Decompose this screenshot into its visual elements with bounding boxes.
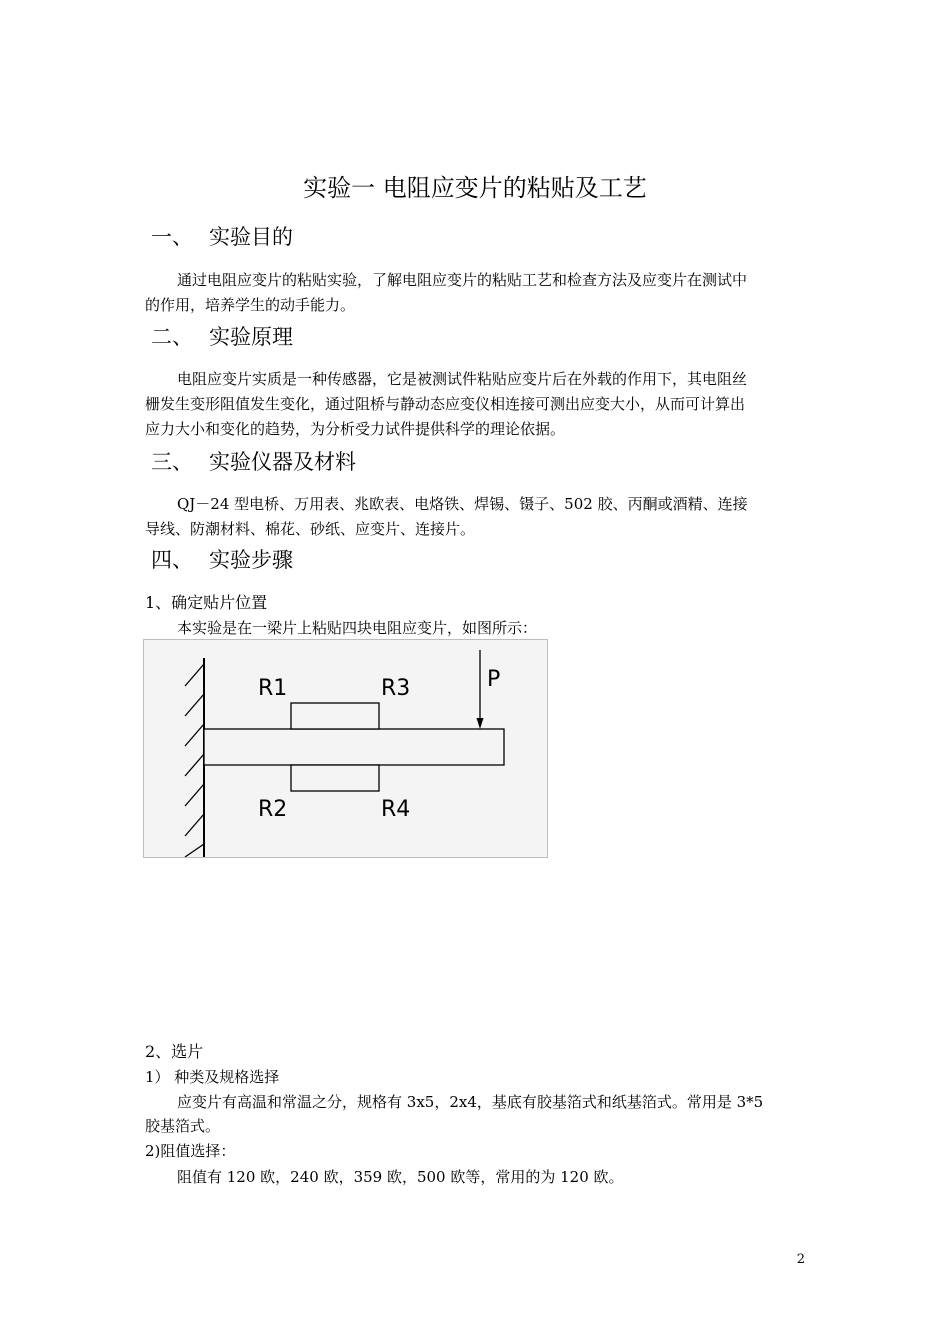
step2-heading: 2、选片 (145, 1042, 204, 1061)
label-r3: R3 (381, 676, 411, 701)
purpose-line-1: 通过电阻应变片的粘贴实验，了解电阻应变片的粘贴工艺和检查方法及应变片在测试中 (177, 271, 748, 289)
beam (204, 729, 504, 765)
page-number: 2 (796, 1252, 805, 1267)
label-r1: R1 (258, 676, 288, 701)
load-arrow-head (477, 718, 484, 729)
section-title: 实验仪器及材料 (209, 450, 356, 474)
wall-hatch (185, 664, 204, 857)
page-title: 实验一 电阻应变片的粘贴及工艺 (303, 174, 647, 202)
step2-sub2-text: 阻值有 120 欧，240 欧，359 欧，500 欧等，常用的为 120 欧。 (177, 1168, 624, 1186)
step1-text: 本实验是在一梁片上粘贴四块电阻应变片，如图所示： (177, 619, 538, 637)
step2-sub1: 1） 种类及规格选择 (145, 1068, 280, 1086)
section-title: 实验目的 (209, 225, 293, 249)
gauge-bottom (291, 765, 379, 791)
step2-sub1-line-2: 胶基箔式。 (145, 1117, 221, 1135)
section-heading-materials (151, 446, 356, 476)
label-r4: R4 (381, 797, 411, 822)
step2-sub2: 2)阻值选择： (145, 1142, 236, 1160)
materials-line-2: 导线、防潮材料、棉花、砂纸、应变片、连接片。 (145, 520, 476, 538)
section-heading-principle (151, 321, 293, 351)
section-title: 实验原理 (209, 325, 293, 349)
gauge-top (291, 703, 379, 729)
principle-line-2: 栅发生变形阻值发生变化，通过阻桥与静动态应变仪相连接可测出应变大小，从而可计算出 (145, 395, 746, 413)
section-number: 一、 (151, 225, 193, 249)
purpose-line-2: 的作用，培养学生的动手能力。 (145, 296, 356, 314)
section-number: 三、 (151, 450, 193, 474)
label-r2: R2 (258, 797, 288, 822)
principle-line-1: 电阻应变片实质是一种传感器，它是被测试件粘贴应变片后在外载的作用下，其电阻丝 (177, 370, 748, 388)
beam-diagram (144, 640, 547, 857)
section-heading-steps (151, 544, 293, 574)
section-number: 四、 (151, 548, 193, 572)
beam-figure (143, 639, 548, 858)
section-title: 实验步骤 (209, 548, 293, 572)
section-heading-purpose (151, 221, 293, 251)
section-number: 二、 (151, 325, 193, 349)
step2-sub1-line-1: 应变片有高温和常温之分，规格有 3x5，2x4，基底有胶基箔式和纸基箔式。常用是 3*5 (177, 1093, 764, 1111)
step1-heading: 1、确定贴片位置 (145, 593, 268, 612)
principle-line-3: 应力大小和变化的趋势，为分析受力试件提供科学的理论依据。 (145, 420, 566, 438)
materials-line-1: QJ－24 型电桥、万用表、兆欧表、电烙铁、焊锡、镊子、502 胶、丙酮或酒精、连接 (177, 495, 748, 513)
label-p: P (487, 667, 501, 692)
